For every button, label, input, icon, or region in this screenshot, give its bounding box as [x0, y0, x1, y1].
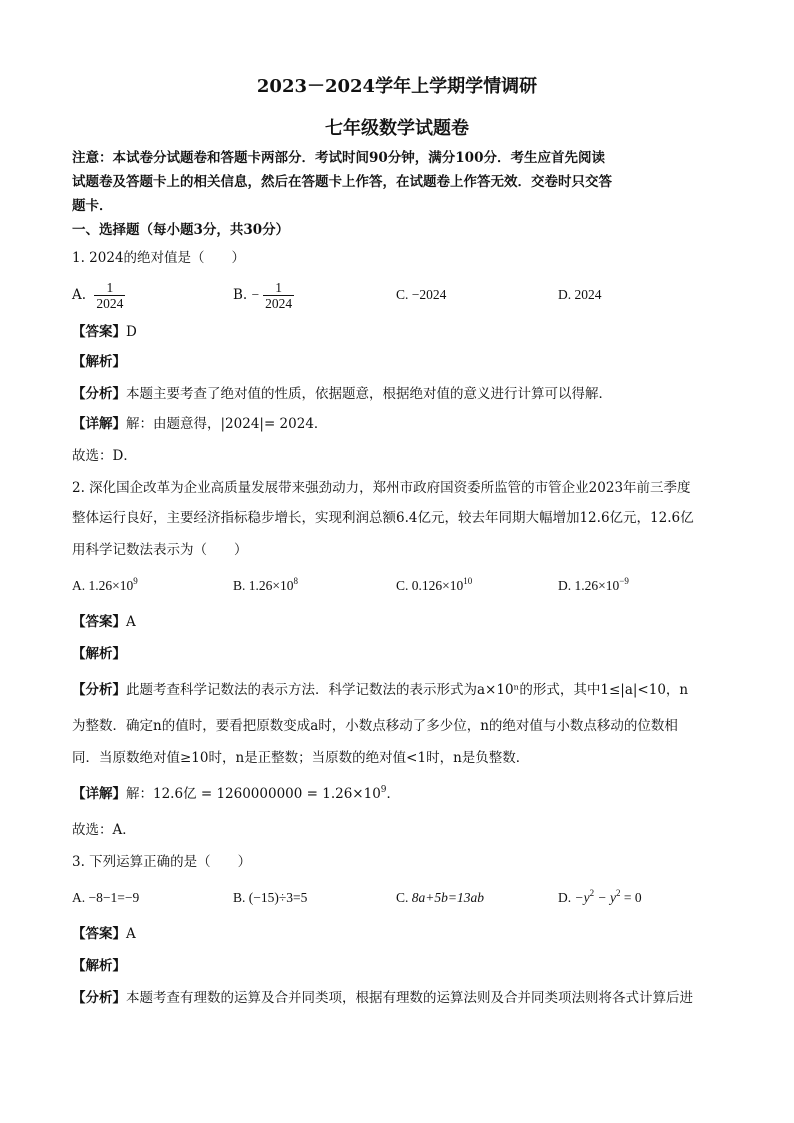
- q1-option-a-numerator: 1: [106, 280, 114, 295]
- q1-choice: 故选：D．: [72, 448, 137, 464]
- q3-fenxi-text: 本题考查有理数的运算及合并同类项，根据有理数的运算法则及合并同类项法则将各式计算后进: [126, 990, 693, 1006]
- q3-option-b: B. (−15)÷3=5: [233, 890, 308, 905]
- q1-analysis-heading: [72, 352, 728, 372]
- q1-analysis-tag: 【解析】: [72, 354, 126, 370]
- q1-option-d: D. 2024: [558, 287, 602, 302]
- q2-option-b: B. $1.26\times 10^8$: [233, 576, 299, 593]
- q2-detail-text: 解：12.6亿 = 1260000000 = 1.26×10: [126, 786, 381, 802]
- notice-line-2: 试题卷及答题卡上的相关信息，然后在答题卡上作答，在试题卷上作答无效．交卷时只交答: [72, 174, 612, 190]
- q1-fenxi: [72, 384, 728, 404]
- q3-option-d: D. $-y^2 - y^2 = 0$: [558, 888, 642, 905]
- q2-fenxi-text-1: 此题考查科学记数法的表示方法．科学记数法的表示形式为a×10ⁿ的形式，其中1≤|a|<10，n: [126, 682, 689, 698]
- notice-line-1: 注意：本试卷分试题卷和答题卡两部分．考试时间90分钟，满分100分．考生应首先阅读: [72, 150, 605, 166]
- q3-fenxi: 【分析】本题考查有理数的运算及合并同类项，根据有理数的运算法则及合并同类项法则将各式计算后进: [72, 990, 693, 1006]
- q3-analysis-heading: 【解析】: [72, 958, 126, 974]
- q1-fenxi-tag: 【分析】: [72, 386, 126, 402]
- q2-option-a: A. $1.26\times 10^9$: [72, 576, 138, 593]
- q1-option-a-fraction: [94, 280, 125, 311]
- page-subtitle: 七年级数学试题卷: [325, 118, 469, 139]
- q3-option-c: C. 8a+5b=13ab: [396, 890, 484, 905]
- q2-fenxi-3: 同．当原数绝对值≥10时，n是正整数；当原数的绝对值<1时，n是负整数．: [72, 750, 530, 766]
- q1-option-b-denominator: 2024: [265, 296, 293, 311]
- q1-option-a-label: A.: [72, 287, 87, 303]
- question-2-stem-3: 用科学记数法表示为（ ）: [72, 542, 248, 558]
- q2-detail: 【详解】解：12.6亿 = $1260000000 = 1.26\times 10^9$．: [72, 785, 401, 802]
- question-2-stem-2: 整体运行良好，主要经济指标稳步增长，实现利润总额6.4亿元，较去年同期大幅增加12.6亿元，12.6亿: [72, 510, 694, 526]
- q2-answer: 【答案】A: [72, 614, 136, 630]
- q2-analysis-heading: 【解析】: [72, 646, 126, 662]
- q1-answer-value: D: [126, 324, 137, 340]
- q1-detail-text: 解：由题意得，|2024|= 2024．: [126, 416, 328, 432]
- q1-option-b: [233, 280, 298, 311]
- q1-option-a-denominator: 2024: [96, 296, 124, 311]
- q1-answer: [72, 322, 728, 342]
- q1-option-b-numerator: 1: [275, 280, 283, 295]
- page-title: 2023－2024学年上学期学情调研: [256, 76, 538, 97]
- q2-option-c: C. $0.126\times 10^{10}$: [396, 576, 473, 593]
- q1-option-c: C. −2024: [396, 287, 447, 302]
- q2-fenxi-2: 为整数．确定n的值时，要看把原数变成a时，小数点移动了多少位，n的绝对值与小数点移动的位数相: [72, 718, 678, 734]
- q3-option-a: A. −8−1=−9: [72, 890, 140, 905]
- q1-detail: [72, 414, 728, 434]
- q1-option-b-label: B.: [233, 287, 248, 303]
- q3-answer-value: A: [126, 926, 136, 942]
- q2-detail-exp: 9: [380, 785, 387, 795]
- q2-answer-value: A: [126, 614, 136, 630]
- notice-line-3: 题卡．: [72, 198, 113, 214]
- question-3-stem: 3. 下列运算正确的是（ ）: [72, 854, 252, 870]
- q2-fenxi-1: 【分析】此题考查科学记数法的表示方法．科学记数法的表示形式为a×10ⁿ的形式，其中1≤|a|<10，n: [72, 682, 689, 698]
- q2-choice: 故选：A．: [72, 822, 136, 838]
- q1-option-b-sign: −: [251, 287, 260, 302]
- q1-detail-tag: 【详解】: [72, 416, 126, 432]
- q2-option-d: D. $1.26\times 10^{-9}$: [558, 576, 629, 593]
- q1-option-a: [72, 280, 129, 311]
- q1-option-b-fraction: [263, 280, 294, 311]
- section-heading: 一、选择题（每小题3分，共30分）: [72, 222, 290, 238]
- question-1-stem: 1. 2024的绝对值是（ ）: [72, 250, 246, 266]
- question-2-stem-1: 2. 深化国企改革为企业高质量发展带来强劲动力，郑州市政府国资委所监管的市管企业2023年前三季度: [72, 480, 691, 496]
- q1-fenxi-text: 本题主要考查了绝对值的性质，依据题意，根据绝对值的意义进行计算可以得解．: [126, 386, 612, 402]
- q1-answer-tag: 【答案】: [72, 324, 126, 340]
- q3-answer: 【答案】A: [72, 926, 136, 942]
